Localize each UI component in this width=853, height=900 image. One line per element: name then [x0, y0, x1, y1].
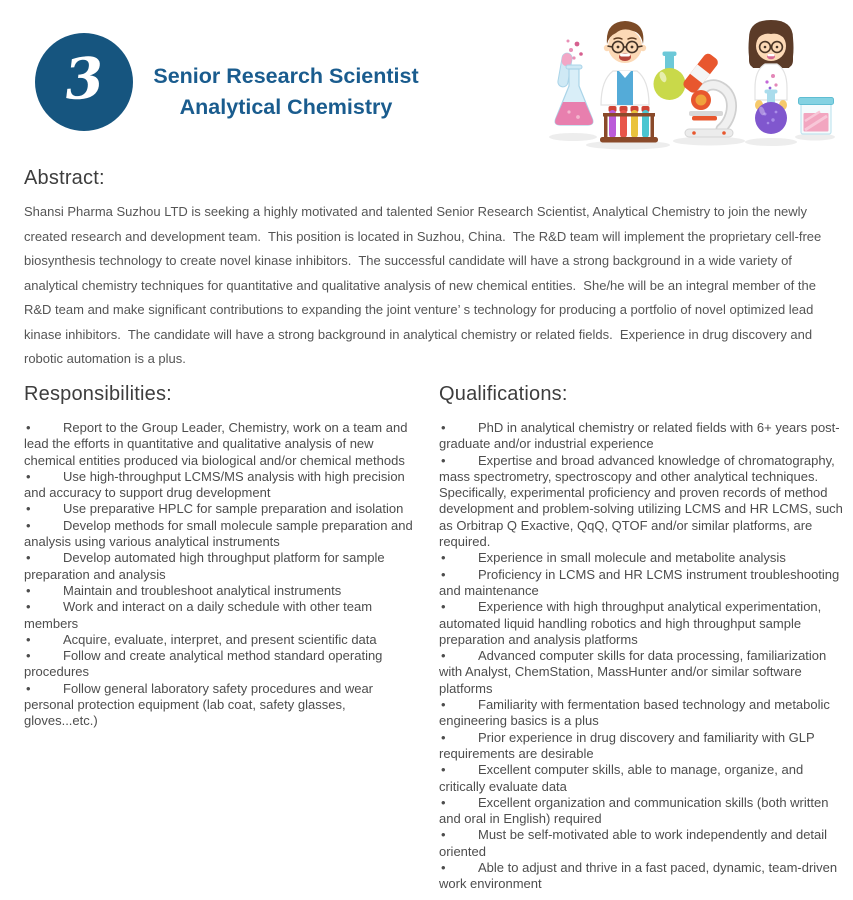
bullet-icon: •: [441, 794, 446, 810]
boy-scientist: [601, 21, 649, 105]
bullet-icon: •: [441, 566, 446, 582]
bullet-icon: •: [26, 680, 31, 696]
test-tube-rack-icon: [600, 106, 658, 143]
page-title: [130, 61, 442, 123]
qualification-item: • Proficiency in LCMS and HR LCMS instrument troubleshooting and maintenance: [439, 566, 840, 598]
qualifications-heading: Qualifications:: [439, 383, 568, 405]
bullet-icon: •: [26, 501, 31, 517]
position-number-badge: [35, 33, 133, 131]
responsibility-item: • Follow and create analytical method standard operating procedures: [24, 648, 383, 680]
microscope-icon: [681, 52, 733, 137]
bullet-icon: •: [441, 860, 446, 876]
responsibility-item: • Acquire, evaluate, interpret, and present scientific data: [26, 631, 377, 647]
responsibilities-heading: Responsibilities:: [24, 383, 172, 405]
qualification-item: • Must be self-motivated able to work independently and detail oriented: [439, 827, 828, 859]
page-title-line1: Senior Research Scientist: [153, 64, 419, 88]
bullet-icon: •: [441, 729, 446, 745]
qualification-item: • Familiarity with fermentation based technology and metabolic engineering basics is a plus: [439, 697, 830, 729]
bullet-icon: •: [441, 550, 446, 566]
bullet-icon: •: [441, 827, 446, 843]
qualification-item: • Advanced computer skills for data processing, familiarization with Analyst, ChemStation, MassHunter and/or similar software platforms: [439, 648, 827, 696]
qualification-item: • PhD in analytical chemistry or related fields with 6+ years post-graduate and/or industrial experience: [439, 420, 840, 452]
qualification-item: • Excellent organization and communication skills (both written and oral in English) required: [439, 794, 829, 827]
bullet-icon: •: [26, 631, 31, 647]
qualification-item: • Prior experience in drug discovery and familiarity with GLP requirements are desirable: [439, 729, 815, 761]
bullet-icon: •: [26, 468, 31, 484]
round-flask-icon: [654, 52, 686, 101]
bullet-icon: •: [441, 697, 446, 713]
responsibility-item: • Work and interact on a daily schedule with other team members: [24, 599, 373, 631]
bullet-icon: •: [26, 599, 31, 615]
qualifications-section: [439, 383, 845, 893]
qualification-item: • Experience in small molecule and metabolite analysis: [441, 550, 786, 566]
responsibility-item: • Report to the Group Leader, Chemistry, work on a team and lead the efforts in quantitative and qualitative analysis of new chemical entities produced via biological and/or chemical methods: [24, 420, 408, 468]
responsibility-item: • Develop methods for small molecule sample preparation and analysis using various analytical instruments: [24, 517, 413, 550]
qualification-item: • Able to adjust and thrive in a fast paced, dynamic, team-driven work environment: [439, 860, 838, 892]
abstract-heading: Abstract:: [24, 167, 105, 189]
bullet-icon: •: [441, 762, 446, 778]
bullet-icon: •: [26, 550, 31, 566]
bullet-icon: •: [441, 599, 446, 615]
bullet-icon: •: [441, 452, 446, 468]
bullet-icon: •: [26, 517, 31, 533]
responsibility-item: • Use preparative HPLC for sample preparation and isolation: [26, 501, 404, 517]
abstract-body: Shansi Pharma Suzhou LTD is seeking a highly motivated and talented Senior Research Scientist, Analytical Chemistry to join the newly created research and development team. This position is located in Suzhou, China. The R&D team will implement the proprietary cell-free biosynthesis technology to create novel kinase inhibitors. The successful candidate will have a strong background in a wide variety of analytical chemistry techniques for quantitative and qualitative analysis of new chemical entities. She/he will be an integral member of the R&D team and make significant contributions to expanding the joint venture’ s technology for producing a portfolio of novel optimized lead kinase inhibitors. The candidate will have a strong background in analytical chemistry or related fields. Experience in drug discovery and robotic automation is a plus.: [24, 204, 825, 366]
responsibility-item: • Follow general laboratory safety procedures and wear personal protection equipment (lab coat, safety glasses, gloves...etc.): [24, 680, 374, 729]
qualification-item: • Excellent computer skills, able to manage, organize, and critically evaluate data: [439, 762, 804, 794]
responsibility-item: • Develop automated high throughput platform for sample preparation and analysis: [24, 550, 385, 582]
beaker-icon: [799, 98, 834, 135]
responsibility-item: • Maintain and troubleshoot analytical instruments: [26, 582, 342, 598]
page-title-line2: Analytical Chemistry: [179, 95, 393, 119]
chemistry-illustration: [543, 8, 848, 156]
bullet-icon: •: [441, 648, 446, 664]
details-columns: [24, 383, 845, 893]
position-number: 3: [62, 44, 106, 114]
bullet-icon: •: [26, 420, 31, 435]
shadow: [549, 133, 597, 141]
bullet-icon: •: [441, 420, 446, 435]
bullet-icon: •: [26, 582, 31, 598]
qualification-item: • Expertise and broad advanced knowledge of chromatography, mass spectrometry, spectroscopy and other analytical techniques. Specifically, experimental proficiency and proven records of method development and problem-solving utilizing LCMS and HR LCMS, such as Orbitrap Q Exactive, QqQ, QTOF and/or similar platforms, are required.: [439, 452, 843, 550]
bullet-icon: •: [26, 648, 31, 664]
responsibility-item: • Use high-throughput LCMS/MS analysis with high precision and accuracy to support drug development: [24, 468, 405, 501]
responsibilities-section: [24, 383, 422, 893]
qualification-item: • Experience with high throughput analytical experimentation, automated liquid handling robotics and high throughput sample preparation and analysis platforms: [439, 599, 822, 647]
